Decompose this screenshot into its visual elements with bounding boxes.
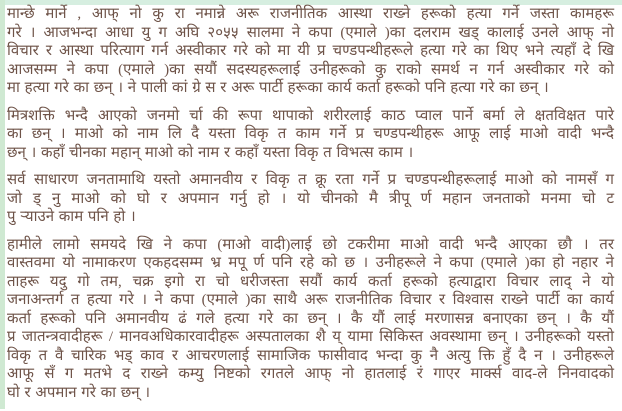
left-edge-strip — [0, 0, 5, 409]
text-line: मित्रशक्ति भन्दै आएको जनमो र्चा की रूपा थापाको शरीरलाई काठ प्वाल पार्ने बर्मा ले क्षतविक्षत पारे — [7, 107, 614, 124]
text-line: प्र जातन्त्रवादीहरू / मानवअधिकारवादीहरू अस्पतालका शै य् यामा सिकिस्त अवस्थामा छन् । उनीहरूको यस्तो — [7, 329, 614, 345]
text-line: हामीले लामो समयदे खि ने कपा (माओ वादी)लाई छो टकरीमा माओ वादी भन्दै आएका छौ । तर — [7, 236, 614, 253]
text-line: जो ड् नु माओ को घो र अपमान गर्नु हो । यो चीनको मै त्रीपू र्ण महान जनताको मनमा चो ट — [7, 190, 614, 207]
text-line: विचार र आस्था परित्याग गर्न अस्वीकार गरे को मा यी प्र चण्डपन्थीहरूले हत्या गरे का थिए भने त्यहाँ दे खि — [7, 43, 614, 59]
paragraph-3 — [7, 171, 614, 227]
text-line: मान्छे मार्ने , आफ् नो कु रा नमान्ने अरू राजनीतिक आस्था राख्ने हरूको हत्या गर्ने जस्ता कामहरू — [7, 6, 614, 22]
text-line: आजसम्म ने कपा (एमाले )का सयौं सदस्यहरूलाई उनीहरूको कु राको समर्थ न गर्न अस्वीकार गरे को — [7, 61, 614, 78]
text-line: पु ऱ्याउने काम पनि हो । — [7, 209, 136, 225]
text-line: कर्ता हरूको पनि अमानवीय ढं गले हत्या गरे का छन् । कै यौं लाई मरणासन्न बनाएका छन् । कै यौं — [7, 310, 614, 327]
text-line: जनाअन्तर्ग त हत्या गरे । ने कपा (एमाले )का साथै अरू राजनीतिक विचार र विश्वास राख्ने पार्टी का कार्य — [7, 292, 614, 308]
text-line: गरे । आजभन्दा आधा यु ग अघि २०५५ सालमा ने कपा (एमाले )का दलराम खड् कालाई उनले आफ् नो — [7, 24, 614, 41]
text-line: आफू सँ ग मतभे द राख्ने कम्यु निष्टको रगतले आफ् नो हातलाई रं गाएर मार्क्स वाद-ले निनवादको — [7, 366, 614, 382]
text-line: मा हत्या गरे का छन् । ने पाली कां ग्रे स र अरू पार्टी हरूका कार्य कर्ता हरूको पनि हत्या गरे का छन् । — [7, 80, 549, 96]
text-line: ताहरू यदु गो तम, चक्र इगो रा चो धरीजस्ता सयौं कार्य कर्ता हरूको हत्याद्वारा विचार लाद् ने यो — [7, 273, 614, 290]
text-line: वास्तवमा यो नामाकरण एकहदसम्म भ्र मपू र्ण पनि रहे को छ । उनीहरूले ने कपा (एमाले )का हो नहार ने — [7, 255, 614, 271]
document-body — [7, 5, 614, 411]
paragraph-2 — [7, 107, 614, 163]
text-line: विकृ त वै चारिक भड् काव र आचरणलाई सामाजिक फासीवाद भन्दा कु नै अत्यु क्ति हुँ दै न । उनीहरूले — [7, 347, 614, 364]
paragraph-4 — [7, 236, 614, 403]
text-line: घो र अपमान गरे का छन् । — [7, 384, 151, 401]
text-line: का छन् । माओ को नाम लि दै यस्ता विकृ त काम गर्ने प्र चण्डपन्थीहरू आफू लाई माओ वादी भन्दै — [7, 126, 614, 142]
text-line: सर्व साधारण जनतामाथि यस्तो अमानवीय र विकृ त क्रू रता गर्ने प्र चण्डपन्थीहरूलाई माओ को नामसँ ग — [7, 172, 614, 188]
paragraph-1 — [7, 5, 614, 98]
text-line: छन् । कहाँ चीनका महान् माओ को नाम र कहाँ यस्ता विकृ त विभत्स काम । — [7, 144, 414, 161]
